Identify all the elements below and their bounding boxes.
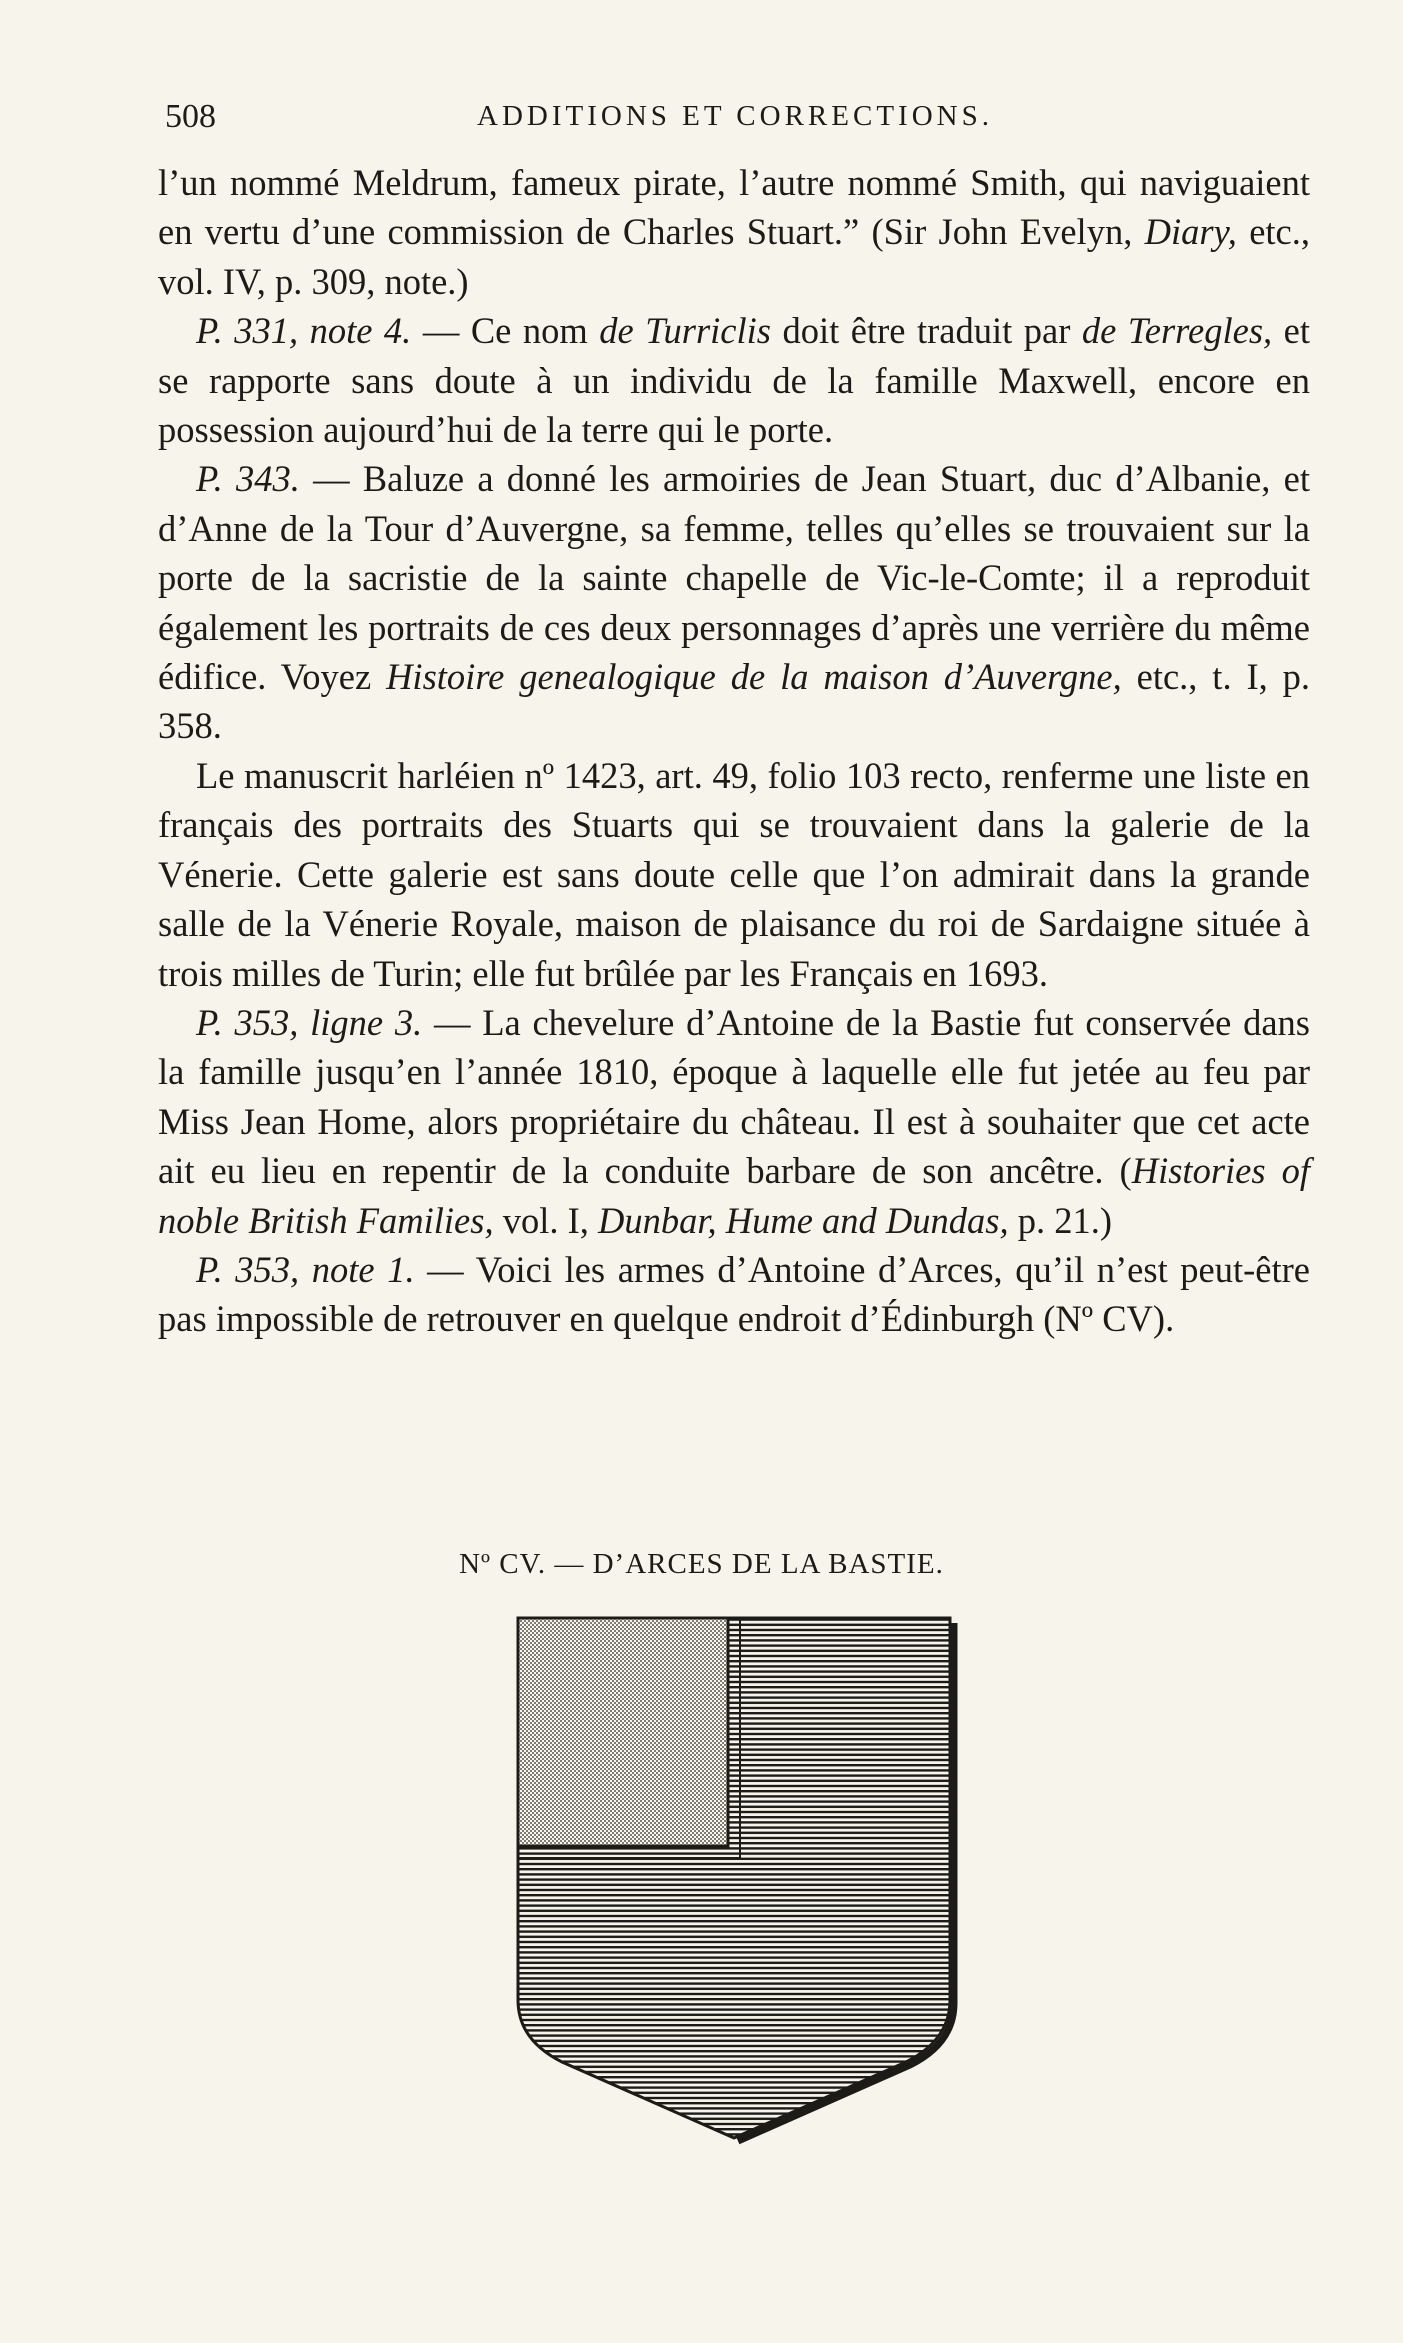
text-run: etc., vol. IV, p. 309, note.)	[158, 211, 1310, 302]
text-run: — La chevelure d’Antoine de la Bastie fut conservée dans la famille jusqu’en l’année 1810, époque à laquelle elle fut jetée au feu par Miss Jean Home, alors propriétaire du château. Il est à souhaiter que cet acte ait eu lieu en repentir de la conduite barbare de son ancêtre. (	[158, 1001, 1310, 1192]
italic-run: P. 353, note 1.	[196, 1248, 415, 1290]
body-text	[158, 158, 1310, 1344]
paragraph	[158, 158, 1310, 306]
paragraph	[158, 998, 1310, 1245]
text-run: — Voici les armes d’Antoine d’Arces, qu’il n’est peut-être pas impossible de retrouver en quelque endroit d’Édinburgh (Nº CV).	[158, 1248, 1310, 1340]
text-run: p. 21.)	[1008, 1199, 1113, 1241]
text-run: doit être traduit par	[771, 310, 1082, 352]
italic-run: Diary,	[1144, 211, 1237, 253]
coat-of-arms-shield	[508, 1608, 960, 2148]
text-run: l’un nommé Meldrum, fameux pirate, l’autre nommé Smith, qui naviguaient en vertu d’une commission de Charles Stuart.” (Sir John Evelyn,	[158, 162, 1310, 253]
running-title: ADDITIONS ET CORRECTIONS.	[477, 100, 993, 132]
italic-run: de Turriclis	[599, 310, 771, 352]
paragraph	[158, 1245, 1310, 1344]
text-run: vol. I,	[493, 1199, 598, 1241]
italic-run: de Terregles,	[1081, 310, 1273, 352]
italic-run: P. 331, note 4.	[196, 310, 412, 352]
text-run: — Baluze a donné les armoiries de Jean Stuart, duc d’Albanie, et d’Anne de la Tour d’Auvergne, sa femme, telles qu’elles se trouvaient sur la porte de la sacristie de la sainte chapelle de Vic-le-Comte; il a reproduit également les portraits de ces deux personnages d’après une verrière du même édifice. Voyez	[158, 458, 1310, 698]
italic-run: P. 343.	[196, 458, 300, 500]
text-run: — Ce nom	[411, 310, 600, 352]
italic-run: Histories of noble British Families,	[158, 1150, 1310, 1241]
paragraph	[158, 454, 1310, 750]
italic-run: Histoire genealogique de la maison d’Auvergne,	[386, 656, 1122, 698]
figure-caption: Nº CV. — D’ARCES DE LA BASTIE.	[459, 1548, 944, 1580]
paragraph	[158, 751, 1310, 998]
italic-run: P. 353, ligne 3.	[196, 1001, 423, 1043]
running-head	[165, 98, 1305, 138]
or-quarter-stipple	[518, 1618, 728, 1846]
paragraph	[158, 306, 1310, 454]
text-run: et se rapporte sans doute à un individu de la famille Maxwell, encore en possession aujourd’hui de la terre qui le porte.	[158, 310, 1310, 451]
text-run: etc., t. I, p. 358.	[158, 656, 1310, 747]
page-number: 508	[165, 98, 216, 135]
italic-run: Dunbar, Hume and Dundas,	[598, 1199, 1009, 1241]
text-run: Le manuscrit harléien nº 1423, art. 49, folio 103 recto, renferme une liste en français des portraits des Stuarts qui se trouvaient dans la galerie de la Vénerie. Cette galerie est sans doute celle que l’on admirait dans la grande salle de la Vénerie Royale, maison de plaisance du roi de Sardaigne située à trois milles de Turin; elle fut brûlée par les Français en 1693.	[158, 754, 1310, 994]
